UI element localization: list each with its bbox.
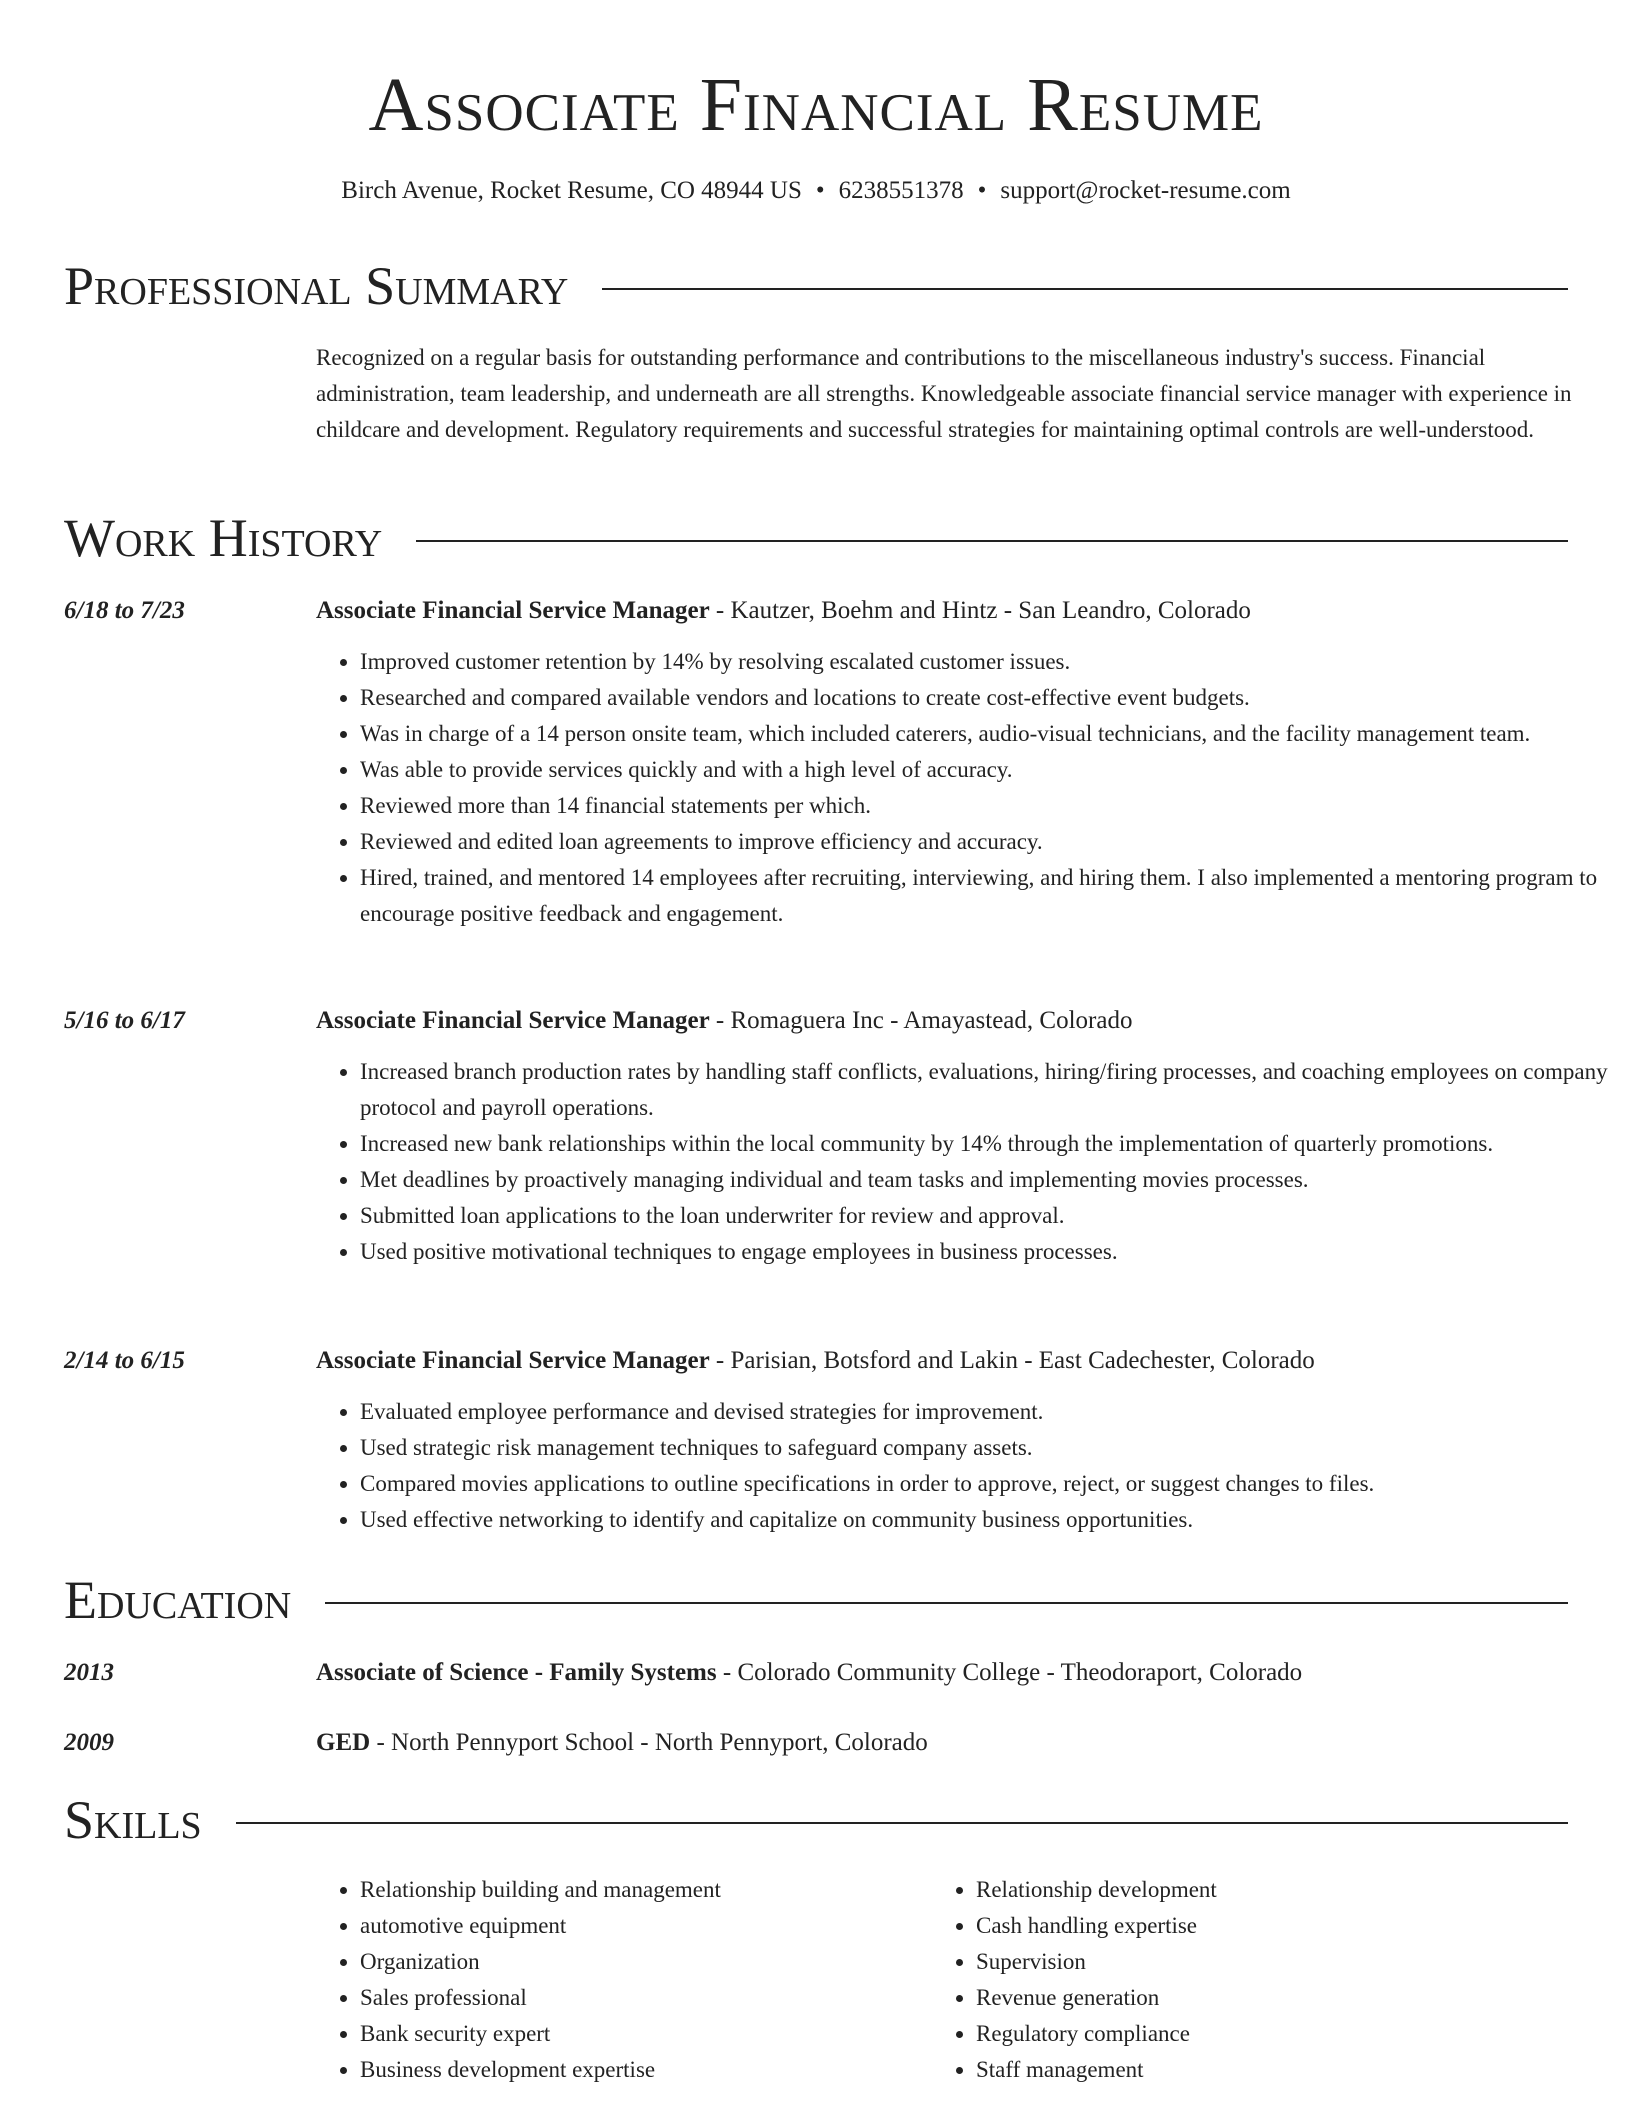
education-degree: Associate of Science - Family Systems	[316, 1659, 717, 1686]
job-dates: 5/16 to 6/17	[64, 1007, 185, 1034]
skill-item: • automotive equipment	[360, 1908, 930, 1944]
education-title: Education	[64, 1570, 292, 1630]
job-bullet: • Compared movies applications to outline specifications in order to approve, reject, or suggest changes to files.	[360, 1466, 1620, 1502]
skills-list-left	[316, 1872, 930, 2088]
skills-list-right	[932, 1872, 1576, 2088]
job-title: Associate Financial Service Manager	[316, 1347, 710, 1374]
skills-title: Skills	[64, 1790, 202, 1850]
job-bullet: • Submitted loan applications to the loan underwriter for review and approval.	[360, 1198, 1620, 1234]
skill-item: • Relationship building and management	[360, 1872, 930, 1908]
job-employer: - Romaguera Inc - Amayastead, Colorado	[709, 1007, 1133, 1034]
job-heading	[316, 1344, 1576, 1378]
job-bullet: • Used strategic risk management techniques to safeguard company assets.	[360, 1430, 1620, 1466]
work-history-heading	[64, 508, 1568, 568]
skills-heading	[64, 1790, 1568, 1850]
job-bullet: • Researched and compared available vendors and locations to create cost-effective event budgets.	[360, 680, 1620, 716]
summary-text: Recognized on a regular basis for outstanding performance and contributions to the miscellaneous industry's success. Financial administration, team leadership, and underneath are all strengths. Knowledgeable associate financial service manager with experience in childcare and development. Regulatory requirements and successful strategies for maintaining optimal controls are well-understood.	[316, 345, 1572, 442]
contact-phone: 6238551378	[838, 177, 964, 204]
job-bullet: • Used positive motivational techniques to engage employees in business processes.	[360, 1234, 1620, 1270]
job-employer: - Kautzer, Boehm and Hintz - San Leandro, Colorado	[709, 597, 1251, 624]
skill-item: • Bank security expert	[360, 2016, 930, 2052]
job-bullet: • Met deadlines by proactively managing individual and team tasks and implementing movies processes.	[360, 1162, 1620, 1198]
job-bullet: • Reviewed more than 14 financial statements per which.	[360, 788, 1620, 824]
job-bullet: • Hired, trained, and mentored 14 employees after recruiting, interviewing, and hiring them. I also implemented a mentoring program to encourage positive feedback and engagement.	[360, 860, 1620, 932]
contact-email[interactable]: support@rocket-resume.com	[1000, 177, 1291, 204]
education-school: - North Pennyport School - North Pennyport, Colorado	[370, 1729, 928, 1756]
summary-title: Professional Summary	[64, 256, 569, 316]
job-bullet: • Increased new bank relationships within the local community by 14% through the implementation of quarterly promotions.	[360, 1126, 1620, 1162]
skill-item: • Cash handling expertise	[976, 1908, 1576, 1944]
skill-item: • Organization	[360, 1944, 930, 1980]
section-rule	[325, 1602, 1568, 1604]
skill-item: • Relationship development	[976, 1872, 1576, 1908]
job-bullet: • Evaluated employee performance and devised strategies for improvement.	[360, 1394, 1620, 1430]
education-heading	[316, 1656, 1576, 1690]
job-bullets	[316, 1394, 1620, 1538]
skill-item: • Sales professional	[360, 1980, 930, 2016]
job-dates: 6/18 to 7/23	[64, 597, 185, 624]
job-bullets	[316, 644, 1620, 932]
education-year: 2009	[64, 1729, 114, 1756]
education-year: 2013	[64, 1659, 114, 1686]
education-heading	[64, 1570, 1568, 1630]
job-bullet: • Increased branch production rates by handling staff conflicts, evaluations, hiring/firing processes, and coaching employees on company protocol and payroll operations.	[360, 1054, 1620, 1126]
contact-address: Birch Avenue, Rocket Resume, CO 48944 US	[341, 177, 802, 204]
job-heading	[316, 594, 1576, 628]
section-rule	[416, 540, 1568, 542]
skill-item: • Regulatory compliance	[976, 2016, 1576, 2052]
work-history-title: Work History	[64, 508, 383, 568]
job-bullets	[316, 1054, 1620, 1270]
contact-separator: •	[815, 177, 825, 204]
skill-item: • Staff management	[976, 2052, 1576, 2088]
contact-line	[0, 174, 1632, 208]
education-school: - Colorado Community College - Theodoraport, Colorado	[716, 1659, 1303, 1686]
section-rule	[236, 1822, 1568, 1824]
job-employer: - Parisian, Botsford and Lakin - East Cadechester, Colorado	[709, 1347, 1315, 1374]
job-title: Associate Financial Service Manager	[316, 597, 710, 624]
job-bullet: • Improved customer retention by 14% by resolving escalated customer issues.	[360, 644, 1620, 680]
contact-separator: •	[977, 177, 987, 204]
job-heading	[316, 1004, 1576, 1038]
education-degree: GED	[316, 1729, 371, 1756]
section-rule	[602, 288, 1568, 290]
job-bullet: • Was in charge of a 14 person onsite team, which included caterers, audio-visual technicians, and the facility management team.	[360, 716, 1620, 752]
job-bullet: • Was able to provide services quickly and with a high level of accuracy.	[360, 752, 1620, 788]
skill-item: • Supervision	[976, 1944, 1576, 1980]
job-dates: 2/14 to 6/15	[64, 1347, 185, 1374]
education-heading	[316, 1726, 1576, 1760]
job-bullet: • Used effective networking to identify and capitalize on community business opportunities.	[360, 1502, 1620, 1538]
job-title: Associate Financial Service Manager	[316, 1007, 710, 1034]
summary-heading	[64, 256, 1568, 316]
skill-item: • Revenue generation	[976, 1980, 1576, 2016]
resume-name: Associate Financial Resume	[368, 63, 1264, 147]
job-bullet: • Reviewed and edited loan agreements to improve efficiency and accuracy.	[360, 824, 1620, 860]
skill-item: • Business development expertise	[360, 2052, 930, 2088]
